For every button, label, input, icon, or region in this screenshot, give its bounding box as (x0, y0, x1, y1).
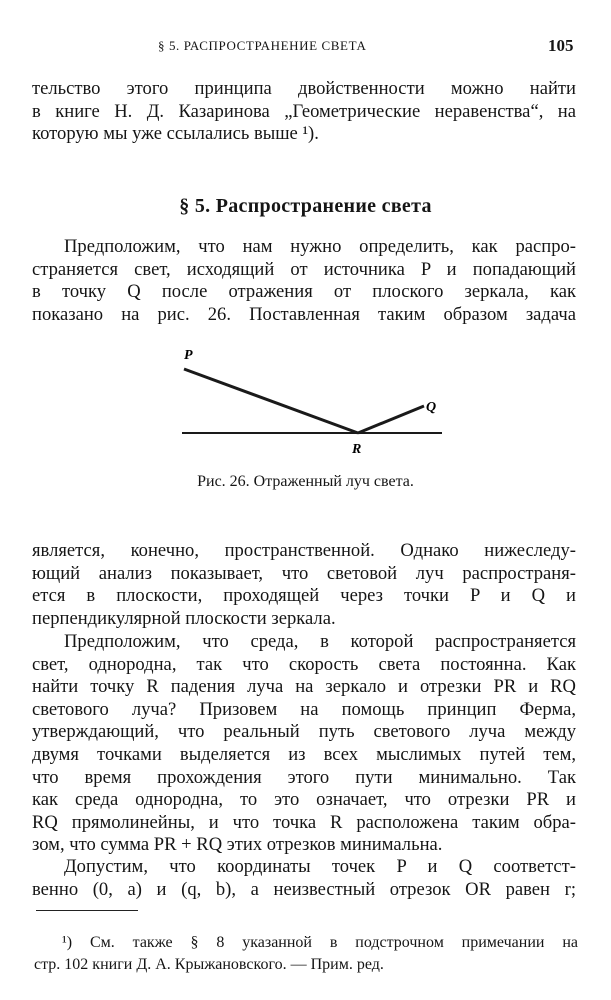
paragraph-4 (32, 856, 576, 901)
text-line: в книге Н. Д. Казаринова „Геометрические неравенства“, на (32, 100, 576, 122)
text-line: которую мы уже ссылались выше ¹). (32, 123, 319, 145)
footnote-divider (36, 910, 138, 911)
text-line: светового луча? Призовем на помощь принцип Ферма, (32, 698, 576, 720)
footnote-line: ¹) См. также § 8 указанной в подстрочном примечании на (62, 934, 578, 951)
text-line: найти точку R падения луча на зеркало и отрезки PR и RQ (32, 676, 576, 698)
text-line: утверждающий, что реальный путь светового луча между (32, 721, 576, 743)
text-line: в точку Q после отражения от плоского зеркала, как (32, 281, 576, 303)
reflected-ray (358, 406, 424, 433)
footnote-line: стр. 102 книги Д. А. Крыжановского. — Прим. ред. (34, 956, 384, 973)
label-p: P (184, 348, 193, 363)
label-r: R (352, 442, 362, 457)
text-line: ется в плоскости, проходящей через точки P и Q и (32, 585, 576, 607)
text-line: Допустим, что координаты точек P и Q соответст- (64, 856, 576, 877)
figure-caption: Рис. 26. Отраженный луч света. (197, 473, 414, 490)
text-line: показано на рис. 26. Поставленная таким образом задача (32, 303, 576, 325)
page-header (0, 36, 611, 58)
text-line: что время прохождения этого пути минимально. Так (32, 766, 576, 788)
text-line: как среда однородна, то это означает, что отрезки PR и (32, 789, 576, 811)
figure-26-diagram (170, 345, 460, 460)
paragraph-3 (32, 631, 576, 857)
text-line: перпендикулярной плоскости зеркала. (32, 607, 336, 629)
text-line: венно (0, a) и (q, b), а неизвестный отрезок OR равен r; (32, 878, 576, 900)
text-line: Предположим, что среда, в которой распространяется (64, 631, 576, 652)
text-line: страняется свет, исходящий от источника P и попадающий (32, 258, 576, 280)
paragraph-1 (32, 236, 576, 326)
running-title: § 5. РАСПРОСТРАНЕНИЕ СВЕТА (158, 38, 367, 53)
paragraph-2 (32, 540, 576, 630)
footnote (34, 932, 578, 976)
page-number: 105 (548, 36, 574, 55)
label-q: Q (426, 400, 437, 415)
text-line: RQ прямолинейны, и что точка R расположена таким обра- (32, 811, 576, 833)
text-line: зом, что сумма PR + RQ этих отрезков минимальна. (32, 834, 443, 856)
intro-paragraph (32, 78, 576, 146)
text-line: Предположим, что нам нужно определить, как распро- (64, 236, 576, 257)
text-line: свет, однородна, так что скорость света постоянна. Как (32, 653, 576, 675)
text-line: ющий анализ показывает, что световой луч распространя- (32, 562, 576, 584)
section-heading: § 5. Распространение света (179, 195, 432, 217)
text-line: двумя точками выделяется из всех мыслимых путей тем, (32, 743, 576, 765)
text-line: тельство этого принципа двойственности можно найти (32, 78, 576, 99)
text-line: является, конечно, пространственной. Однако нижеследу- (32, 540, 576, 561)
incident-ray (184, 369, 358, 433)
